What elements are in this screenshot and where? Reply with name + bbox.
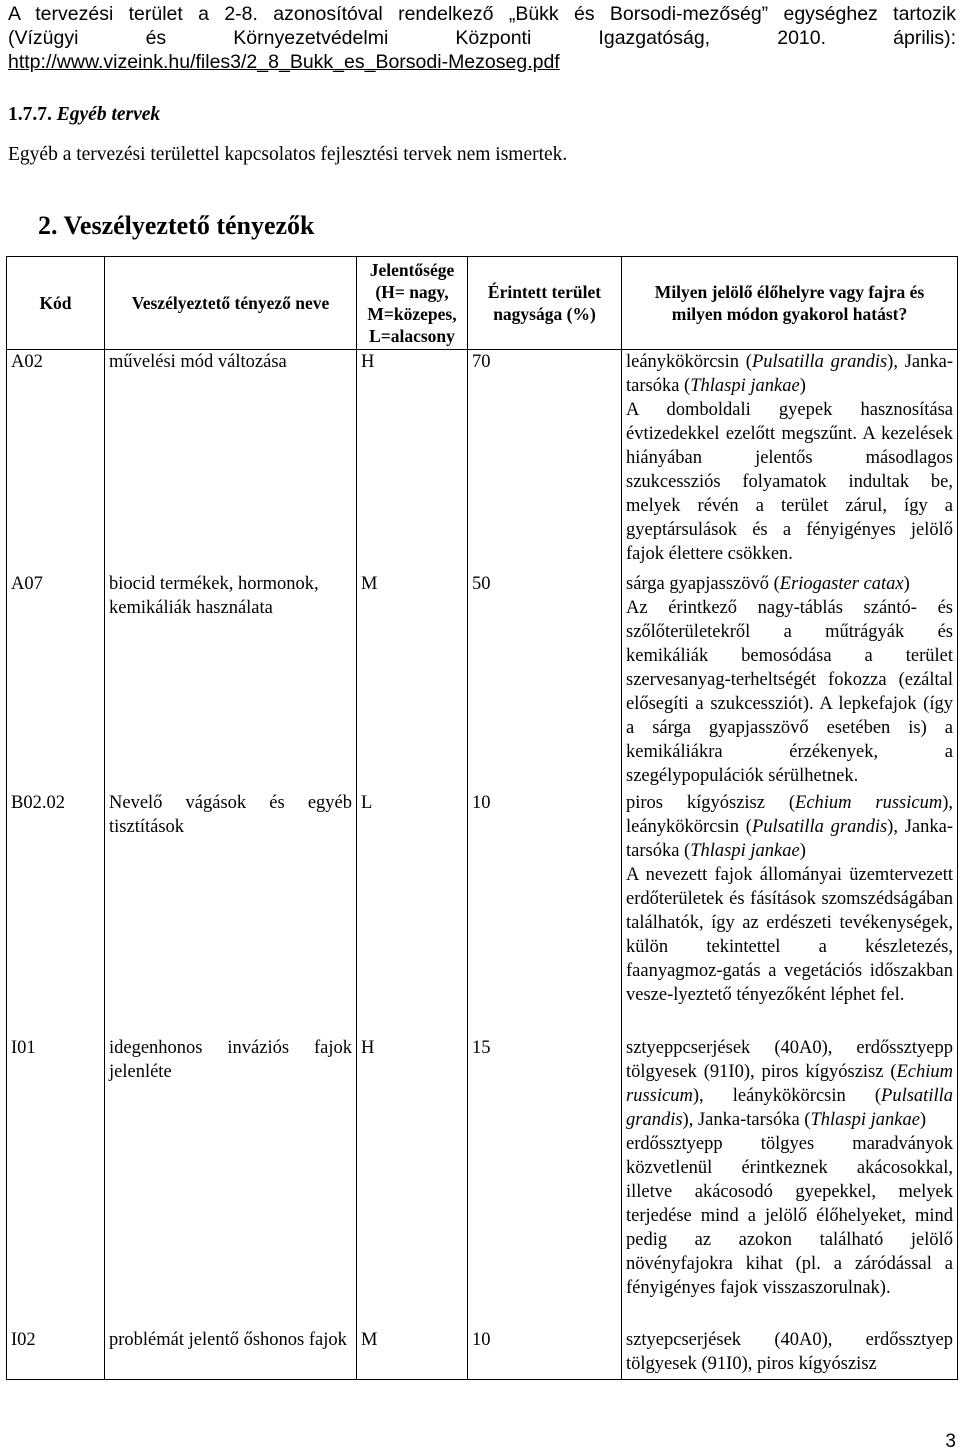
row-impact-text: A domboldali gyepek hasznosítása évtizedekkel ezelőtt megszűnt. A kezelések hiányában jelentős másodlagos szukcessziós folyamatok indultak be, melyek révén a terület zárul, így a gyeptársulások és a fényigényes jelölő fajok élettere csökken.	[626, 400, 953, 564]
intro-line-1: A tervezési terület a 2-8. azonosítóval rendelkező „Bükk és Borsodi-mezőség” egységhez tartozik	[8, 3, 956, 25]
row-area: 15	[468, 1036, 622, 1328]
intro-paragraph	[8, 2, 956, 74]
row-code: I01	[7, 1036, 105, 1328]
source-link[interactable]: http://www.vizeink.hu/files3/2_8_Bukk_es_Borsodi-Mezoseg.pdf	[8, 51, 560, 73]
table-header-row	[7, 257, 958, 350]
row-impact-text: erdőssztyepp tölgyes maradványok közvetlenül érintkeznek akácosokkal, illetve akácosodó gyepekkel, melyek terjedése mind a jelölő élőhelyeket, mind pedig az azokon található jelölő növényfajokra kihat (pl. a záródással a fényigényes fajok visszaszorulnak).	[626, 1133, 953, 1298]
row-code: A07	[7, 572, 105, 791]
header-sig-line-2: (H= nagy,	[375, 282, 449, 302]
table-row	[7, 1328, 958, 1380]
header-sig-line-3: M=közepes,	[367, 304, 457, 324]
header-impact-line-1: Milyen jelölő élőhelyre vagy fajra és	[654, 282, 925, 302]
row-area: 70	[468, 350, 622, 572]
row-impact-species: leánykökörcsin (Pulsatilla grandis), Janka-tarsóka (Thlaspi jankae)	[626, 352, 953, 396]
header-sig-line-1: Jelentősége	[369, 260, 455, 280]
table-row	[7, 791, 958, 1036]
row-significance: H	[357, 1036, 468, 1328]
section-heading-1-7-7	[8, 103, 160, 127]
row-name: művelési mód változása	[105, 350, 357, 572]
row-area: 50	[468, 572, 622, 791]
row-name: biocid termékek, hormonok, kemikáliák használata	[105, 572, 357, 791]
intro-line-2: (Vízügyi és Környezetvédelmi Központi Igazgatóság, 2010. április):	[8, 27, 956, 49]
section-title: Egyéb tervek	[56, 104, 161, 125]
section-number: 1.7.7.	[8, 104, 52, 125]
row-impact-text: Az érintkező nagy-táblás szántó- és szőlőterületekről a műtrágyák és kemikáliák bemosódása a terület szervesanyag-terheltségét fokozza (ezáltal elősegíti a szukcessziót). A lepkefajok (így a sárga gyapjasszövő esetében is) a kemikáliákra érzékenyek, a szegélypopulációk sérülhetnek.	[626, 597, 953, 786]
row-significance: L	[357, 791, 468, 1036]
section-heading-2: 2. Veszélyeztető tényezők	[38, 211, 315, 240]
row-name: idegenhonos inváziós fajok jelenléte	[105, 1036, 357, 1328]
row-impact-text: A nevezett fajok állományai üzemtervezett erdőterületek és fásítások szomszédságában találhatók, így az erdészeti tevékenységek, külön tekintettel a készletezés, faanyagmoz-gatás a vegetációs időszakban vesze-lyeztető tényezőként léphet fel.	[626, 864, 953, 1005]
row-impact	[622, 1328, 958, 1380]
header-sig-line-4: L=alacsony	[369, 326, 455, 346]
row-impact	[622, 791, 958, 1036]
row-impact-species: sztyeppcserjések (40A0), erdőssztyepp tölgyesek (91I0), piros kígyószisz (Echium russicum), leánykökörcsin (Pulsatilla grandis), Janka-tarsóka (Thlaspi jankae)	[626, 1037, 953, 1130]
row-area: 10	[468, 1328, 622, 1380]
row-code: B02.02	[7, 791, 105, 1036]
row-significance: M	[357, 572, 468, 791]
row-impact	[622, 350, 958, 572]
table-row	[7, 350, 958, 572]
row-significance: M	[357, 1328, 468, 1380]
row-name: problémát jelentő őshonos fajok	[105, 1328, 357, 1380]
row-impact-species: sztyepcserjések (40A0), erdőssztyep tölgyesek (91I0), piros kígyószisz	[626, 1329, 953, 1374]
row-name: Nevelő vágások és egyéb tisztítások	[105, 791, 357, 1036]
page-number: 3	[945, 1431, 956, 1452]
header-code: Kód	[7, 257, 105, 350]
table-row	[7, 572, 958, 791]
row-significance: H	[357, 350, 468, 572]
row-code: I02	[7, 1328, 105, 1380]
threats-table	[6, 256, 958, 1380]
row-impact-species: sárga gyapjasszövő (Eriogaster catax)	[626, 573, 910, 594]
row-impact-species: piros kígyószisz (Echium russicum), leánykökörcsin (Pulsatilla grandis), Janka-tarsóka (Thlaspi jankae)	[626, 792, 954, 861]
row-impact	[622, 572, 958, 791]
section-text: Egyéb a tervezési területtel kapcsolatos fejlesztési tervek nem ismertek.	[8, 144, 568, 165]
table-row	[7, 1036, 958, 1328]
header-area-line-1: Érintett terület	[487, 282, 602, 302]
row-area: 10	[468, 791, 622, 1036]
header-significance	[357, 257, 468, 350]
header-impact-line-2: milyen módon gyakorol hatást?	[671, 304, 908, 324]
header-area-line-2: nagysága (%)	[493, 304, 596, 324]
header-name: Veszélyeztető tényező neve	[105, 257, 357, 350]
row-impact	[622, 1036, 958, 1328]
row-code: A02	[7, 350, 105, 572]
header-area	[468, 257, 622, 350]
header-impact	[622, 257, 958, 350]
